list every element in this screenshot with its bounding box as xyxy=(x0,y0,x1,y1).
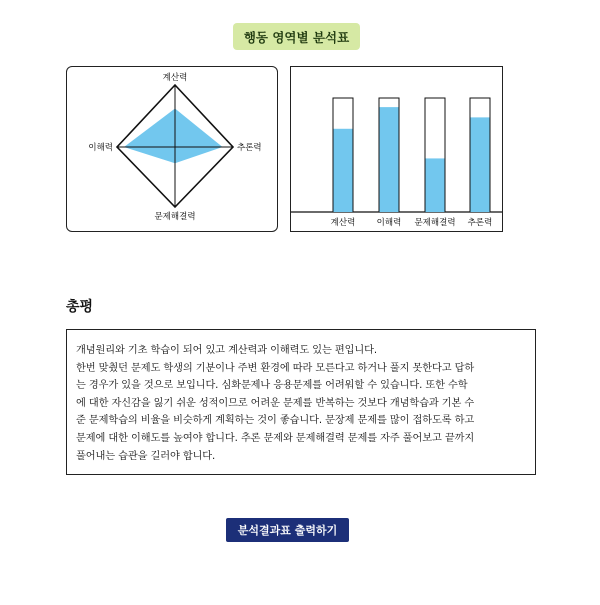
radar-value-area xyxy=(124,109,223,164)
summary-line: 개념원리와 기초 학습이 되어 있고 계산력과 이해력도 있는 편입니다. xyxy=(76,345,377,356)
print-analysis-button[interactable]: 분석결과표 출력하기 xyxy=(226,518,349,542)
bar-category-label: 계산력 xyxy=(330,218,356,228)
summary-line: 문제에 대한 이해도를 높여야 합니다. 추론 문제와 문제해결력 문제를 자주 풀어보고 끝까지 xyxy=(76,432,475,444)
summary-line: 풀어내는 습관을 길러야 합니다. xyxy=(76,450,216,462)
summary-line: 준 문제학습의 비율을 비슷하게 계획하는 것이 좋습니다. 문장제 문제를 많이 접하도록 하고 xyxy=(76,415,475,427)
bar-chart-panel xyxy=(290,66,503,232)
radar-label-comprehension: 이해력 xyxy=(88,143,113,153)
bar-category-label: 문제해결력 xyxy=(414,218,456,228)
bar xyxy=(471,117,490,212)
radar-label-reasoning: 추론력 xyxy=(237,143,262,153)
bar xyxy=(426,158,445,212)
bar-category-label: 이해력 xyxy=(376,218,402,228)
radar-label-calculation: 계산력 xyxy=(162,73,188,83)
radar-chart-panel xyxy=(66,66,278,232)
summary-line: 한번 맞췄던 문제도 학생의 기분이나 주변 환경에 따라 모른다고 하거나 풀지 못한다고 답하 xyxy=(76,362,475,374)
summary-box xyxy=(66,329,536,475)
bar xyxy=(380,107,399,212)
summary-line: 에 대한 자신감을 잃기 쉬운 성적이므로 어려운 문제를 반복하는 것보다 개념학습과 기본 수 xyxy=(76,397,475,409)
bar-chart xyxy=(291,67,502,231)
bar xyxy=(334,129,353,212)
page-title: 행동 영역별 분석표 xyxy=(233,23,360,50)
bar-category-label: 추론력 xyxy=(467,218,493,228)
summary-heading: 총평 xyxy=(66,299,94,315)
radar-chart xyxy=(67,67,277,231)
radar-label-problem-solving: 문제해결력 xyxy=(154,212,196,222)
summary-line: 는 경우가 있을 것으로 보입니다. 심화문제나 응용문제를 어려워할 수 있습니다. 또한 수학 xyxy=(76,380,468,392)
